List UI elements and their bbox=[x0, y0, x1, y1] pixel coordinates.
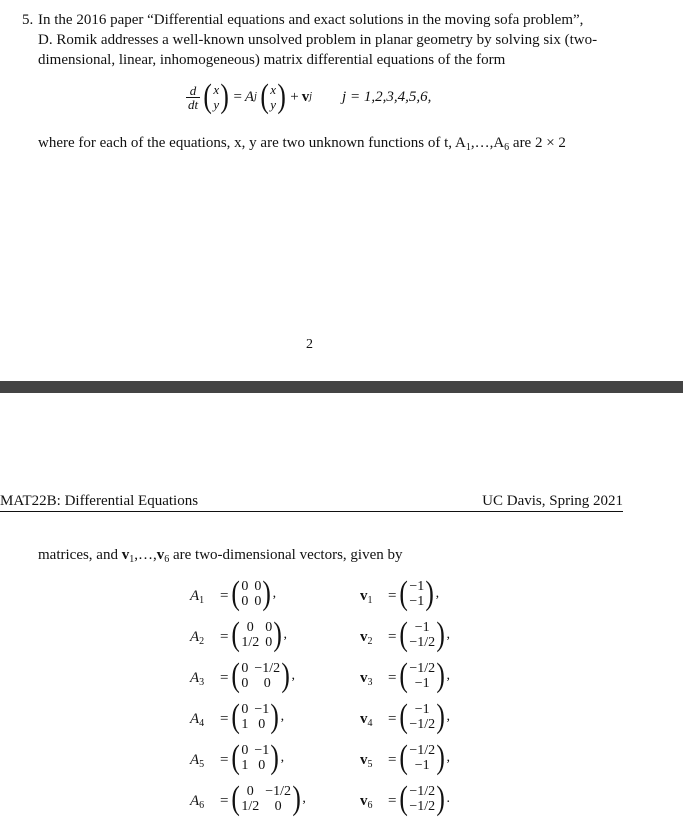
vector-label: $v_4$ bbox=[360, 711, 373, 729]
matrix-symbol: A bbox=[244, 88, 255, 105]
matrix-value: ( 0 0 1/2 0 ) , bbox=[231, 616, 288, 653]
matrix-row bbox=[0, 740, 683, 780]
equals-sign: = bbox=[220, 629, 229, 645]
punctuation: , bbox=[283, 627, 288, 642]
matrix-label: $A_2$ bbox=[190, 629, 205, 647]
entry: −1 bbox=[414, 676, 430, 691]
punctuation: . bbox=[446, 791, 450, 806]
fraction-numerator: d bbox=[189, 82, 197, 98]
vector-entries bbox=[409, 661, 435, 691]
vector-label: $v_1$ bbox=[360, 588, 373, 606]
entry: −1/2 bbox=[409, 717, 436, 732]
entry: −1/2 bbox=[409, 799, 436, 814]
matrix-value: ( 0 −1/2 0 0 ) , bbox=[231, 657, 295, 694]
entry: 0 bbox=[246, 784, 254, 799]
continuation-pre: matrices, and bbox=[38, 547, 122, 563]
derivative-fraction bbox=[186, 84, 200, 111]
entry: −1 bbox=[414, 758, 430, 773]
entry-y: y bbox=[270, 97, 276, 112]
entry: 0 bbox=[241, 702, 249, 717]
equals-sign: = bbox=[220, 793, 229, 809]
continuation-post: are two-dimensional vectors, given by bbox=[169, 547, 403, 563]
entry: 0 bbox=[274, 799, 282, 814]
left-paren: ( bbox=[203, 78, 212, 115]
entry-x: x bbox=[270, 82, 276, 97]
continuation-v1: v bbox=[121, 547, 130, 563]
matrix-entries bbox=[241, 784, 291, 814]
vector-entries bbox=[409, 743, 435, 773]
entry: −1/2 bbox=[409, 661, 436, 676]
continuation-sub6: 6 bbox=[164, 554, 170, 565]
entry-x: x bbox=[213, 82, 220, 97]
equals-sign: = bbox=[388, 629, 397, 645]
punctuation: , bbox=[446, 668, 450, 683]
vector-label: $v_5$ bbox=[360, 752, 373, 770]
entry: 0 bbox=[263, 676, 271, 691]
punctuation: , bbox=[446, 709, 450, 724]
left-paren: ( bbox=[260, 78, 269, 115]
vector-entries bbox=[409, 784, 435, 814]
matrix-label: $A_3$ bbox=[190, 670, 205, 688]
entry: 0 bbox=[265, 620, 273, 635]
matrix-value: ( 0 −1 1 0 ) , bbox=[231, 698, 285, 735]
continuation-sub1: 1 bbox=[129, 554, 135, 565]
where-line bbox=[38, 133, 678, 154]
entry: 0 bbox=[258, 758, 266, 773]
state-vector-lhs bbox=[202, 80, 230, 114]
punctuation: , bbox=[291, 668, 295, 683]
vector-entries bbox=[409, 620, 435, 650]
entry: 1/2 bbox=[241, 635, 260, 650]
matrix-value: ( 0 −1/2 1/2 0 ) , bbox=[231, 780, 306, 817]
entry: −1 bbox=[409, 594, 425, 609]
entry: 0 bbox=[241, 579, 249, 594]
matrix-entries bbox=[241, 743, 269, 773]
matrix-row bbox=[0, 699, 683, 739]
entry: 0 bbox=[246, 620, 254, 635]
vector-symbol: v bbox=[301, 88, 310, 105]
vector-label: $v_2$ bbox=[360, 629, 373, 647]
equals-sign: = bbox=[388, 588, 397, 604]
vector-entries bbox=[409, 702, 435, 732]
matrix-entries bbox=[241, 702, 269, 732]
matrix-value: ( 0 0 0 0 ) , bbox=[231, 575, 277, 612]
problem-line-1: In the 2016 paper “Differential equations and exact solutions in the moving sofa problem”, bbox=[38, 12, 584, 28]
punctuation: , bbox=[272, 586, 277, 601]
vector-value: ( −1 −1 ) , bbox=[399, 575, 440, 612]
entry: −1/2 bbox=[265, 784, 292, 799]
vector-value: ( −1/2 −1 ) , bbox=[399, 657, 450, 694]
equals-sign: = bbox=[233, 88, 242, 105]
equals-sign: = bbox=[388, 670, 397, 686]
matrix-entries bbox=[241, 661, 280, 691]
punctuation: , bbox=[302, 791, 306, 806]
equals-sign: = bbox=[220, 711, 229, 727]
punctuation: , bbox=[280, 750, 285, 765]
matrix-label: $A_1$ bbox=[190, 588, 205, 606]
vector-value: ( −1/2 −1/2 ) . bbox=[399, 780, 450, 817]
punctuation: , bbox=[446, 750, 450, 765]
entry-y: y bbox=[213, 97, 220, 112]
entry: −1 bbox=[254, 702, 270, 717]
term-header: UC Davis, Spring 2021 bbox=[482, 493, 623, 509]
matrix-row bbox=[0, 658, 683, 698]
continuation-mid: ,…, bbox=[134, 547, 157, 563]
where-end: are 2 × 2 bbox=[509, 135, 566, 151]
vector-entries bbox=[409, 579, 424, 609]
matrix-value: ( 0 −1 1 0 ) , bbox=[231, 739, 285, 776]
punctuation: , bbox=[435, 586, 440, 601]
problem-line-2: D. Romik addresses a well-known unsolved problem in planar geometry by solving six (two- bbox=[38, 32, 598, 48]
continuation-v6: v bbox=[156, 547, 165, 563]
page-break-bar bbox=[0, 381, 683, 393]
equals-sign: = bbox=[220, 588, 229, 604]
vector-entries bbox=[270, 82, 276, 112]
entry: 0 bbox=[258, 717, 266, 732]
vector-entries bbox=[213, 82, 219, 112]
entry: 1/2 bbox=[241, 799, 260, 814]
entry: −1 bbox=[409, 579, 425, 594]
vector-value: ( −1 −1/2 ) , bbox=[399, 616, 450, 653]
equals-sign: = bbox=[388, 793, 397, 809]
matrix-label: $A_5$ bbox=[190, 752, 205, 770]
entry: −1/2 bbox=[409, 743, 436, 758]
matrix-entries bbox=[241, 579, 261, 609]
right-paren: ) bbox=[220, 78, 230, 115]
right-paren: ) bbox=[277, 78, 286, 115]
entry: 0 bbox=[241, 676, 249, 691]
entry: −1/2 bbox=[254, 661, 281, 676]
fraction-denominator: dt bbox=[187, 96, 199, 112]
vector-label: $v_3$ bbox=[360, 670, 373, 688]
entry: 0 bbox=[241, 661, 249, 676]
entry: 0 bbox=[265, 635, 273, 650]
matrix-label: $A_6$ bbox=[190, 793, 205, 811]
where-middle: ,…,A bbox=[470, 135, 505, 151]
entry: 1 bbox=[241, 758, 249, 773]
where-text: where for each of the equations, x, y are two unknown functions of t, A bbox=[38, 135, 466, 151]
matrix-entries bbox=[241, 620, 272, 650]
entry: 0 bbox=[241, 743, 249, 758]
entry: 1 bbox=[241, 717, 249, 732]
entry: −1/2 bbox=[409, 784, 436, 799]
page-number: 2 bbox=[306, 337, 313, 352]
header-rule bbox=[0, 511, 623, 512]
entry: −1 bbox=[254, 743, 270, 758]
continuation-line bbox=[38, 545, 403, 566]
equals-sign: = bbox=[388, 711, 397, 727]
entry: −1 bbox=[414, 702, 430, 717]
equals-sign: = bbox=[220, 752, 229, 768]
punctuation: , bbox=[446, 627, 450, 642]
matrix-row bbox=[0, 617, 683, 657]
entry: −1 bbox=[414, 620, 430, 635]
entry: 0 bbox=[254, 579, 262, 594]
entry: −1/2 bbox=[409, 635, 436, 650]
matrix-label: $A_4$ bbox=[190, 711, 205, 729]
state-vector-rhs bbox=[259, 80, 287, 114]
vector-value: ( −1/2 −1 ) , bbox=[399, 739, 450, 776]
differential-equation: d dt ( x y ) = A j ( x y ) + v j j = 1,2,3,4,5,6, bbox=[187, 78, 432, 115]
index-range: j = 1,2,3,4,5,6, bbox=[342, 88, 432, 105]
entry: 0 bbox=[254, 594, 262, 609]
plus-sign: + bbox=[290, 88, 299, 105]
problem-number: 5. bbox=[22, 12, 34, 28]
where-subscript-1: 1 bbox=[465, 142, 471, 153]
problem-line-3: dimensional, linear, inhomogeneous) matrix differential equations of the form bbox=[38, 52, 506, 68]
course-header: MAT22B: Differential Equations bbox=[0, 493, 199, 509]
where-subscript-6: 6 bbox=[504, 142, 510, 153]
vector-value: ( −1 −1/2 ) , bbox=[399, 698, 450, 735]
matrix-row bbox=[0, 576, 683, 616]
equals-sign: = bbox=[388, 752, 397, 768]
equals-sign: = bbox=[220, 670, 229, 686]
matrix-vector-table bbox=[0, 576, 683, 826]
punctuation: , bbox=[280, 709, 285, 724]
matrix-row bbox=[0, 781, 683, 821]
entry: 0 bbox=[241, 594, 249, 609]
vector-label: $v_6$ bbox=[360, 793, 373, 811]
